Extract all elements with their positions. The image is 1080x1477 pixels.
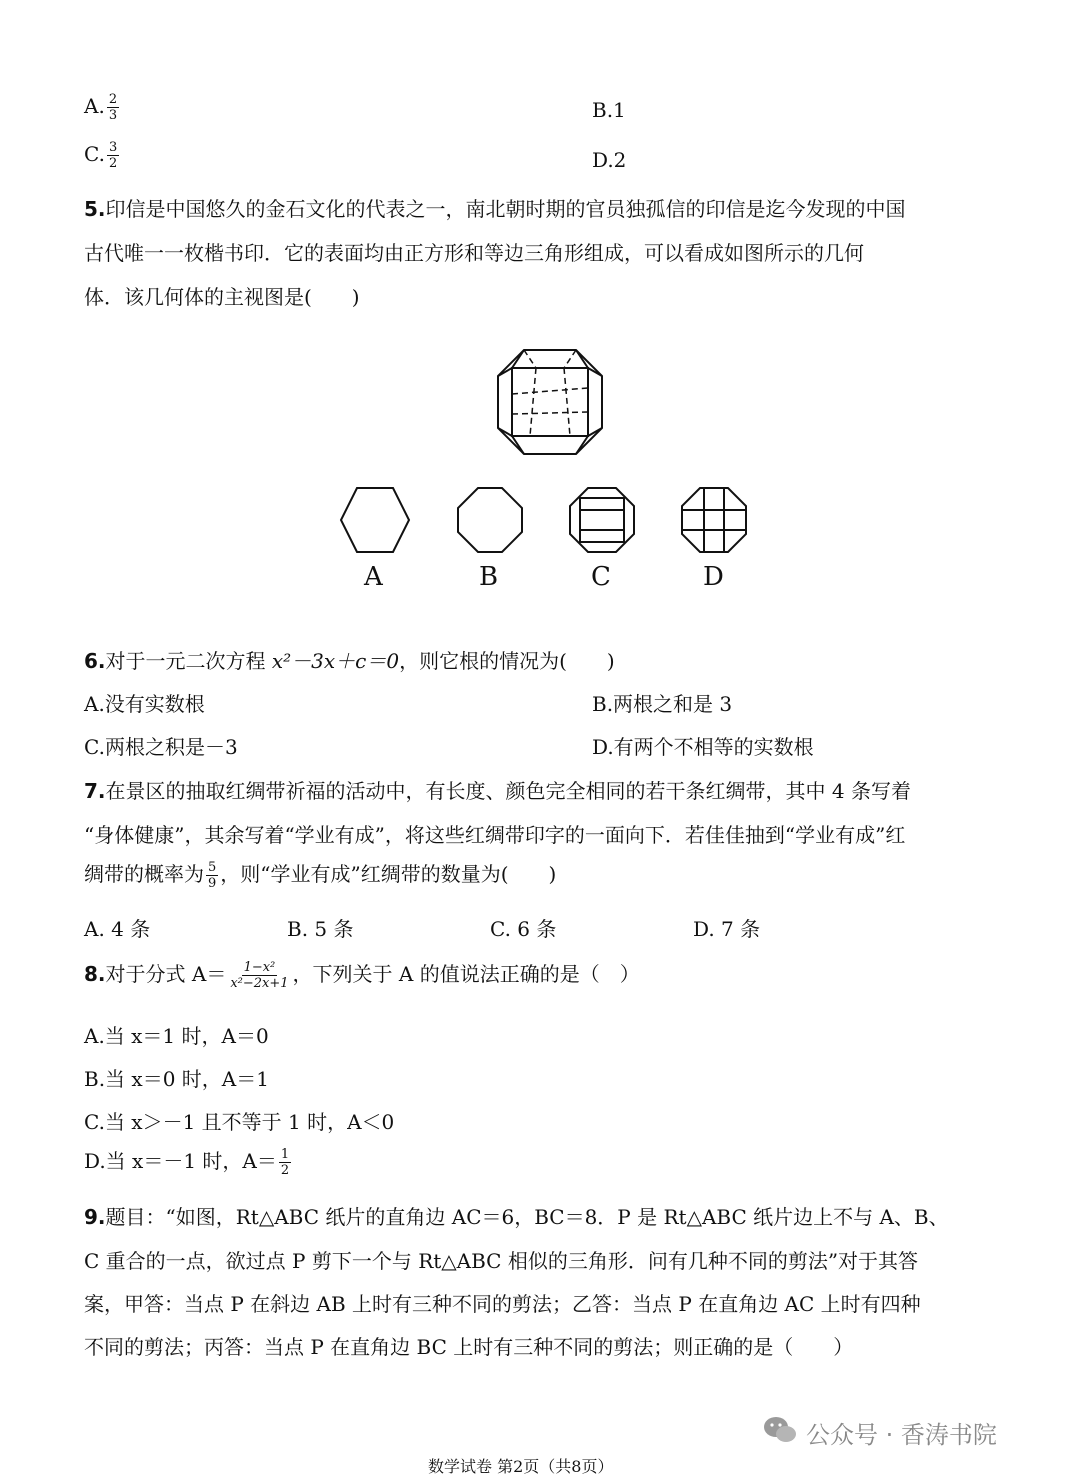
q5-solid-figure: [480, 340, 620, 465]
q8-number: 8.: [84, 962, 106, 986]
q5-choice-a-hexagon: [335, 480, 415, 560]
q8-option-d-fraction: $\frac{1}{2}$: [280, 1147, 290, 1178]
q5-choice-d-octagon-grid: [674, 480, 754, 560]
q5-number: 5.: [84, 197, 106, 221]
q6-option-a: A.没有实数根: [84, 692, 205, 716]
q5-choice-b-label: B: [479, 562, 499, 592]
q6-option-d: D.有两个不相等的实数根: [592, 735, 814, 759]
q9-line1: 9.题目：“如图，Rt△ABC 纸片的直角边 AC＝6，BC＝8．P 是 Rt△ABC 纸片边上不与 A、B、: [84, 1205, 949, 1229]
q8-option-a: A.当 x＝1 时，A＝0: [84, 1024, 269, 1048]
q7-option-d: D. 7 条: [693, 917, 761, 941]
q8-option-c: C.当 x＞－1 且不等于 1 时，A＜0: [84, 1110, 395, 1134]
wechat-icon: [762, 1414, 798, 1446]
q4-option-b: B.1: [592, 98, 626, 122]
q4-option-a-label: A.: [84, 94, 105, 118]
q8-option-d: D.当 x＝－1 时，A＝ $\frac{1}{2}$: [84, 1147, 290, 1178]
q5-line2: 古代唯一一枚楷书印．它的表面均由正方形和等边三角形组成，可以看成如图所示的几何: [84, 241, 864, 265]
q7-option-b: B. 5 条: [287, 917, 354, 941]
q5-choice-b-octagon: [450, 480, 530, 560]
q9-number: 9.: [84, 1205, 106, 1229]
q5-choice-c-label: C: [591, 562, 611, 592]
q5-choice-a-label: A: [364, 562, 383, 592]
q9-line2: C 重合的一点，欲过点 P 剪下一个与 Rt△ABC 相似的三角形．问有几种不同的剪法”对于其答: [84, 1249, 919, 1273]
q9-line3: 案，甲答：当点 P 在斜边 AB 上时有三种不同的剪法；乙答：当点 P 在直角边 AC 上时有四种: [84, 1292, 921, 1316]
q7-probability-fraction: $\frac{5}{9}$: [208, 860, 217, 891]
q8-fraction: $\frac{\text{1−x²}}{\text{x²−2x+1}}$: [230, 960, 289, 991]
q7-line2: “身体健康”，其余写着“学业有成”，将这些红绸带印字的一面向下．若佳佳抽到“学业有成”红: [84, 823, 906, 847]
q7-option-a: A. 4 条: [84, 917, 151, 941]
q6-option-b: B.两根之和是 3: [592, 692, 733, 716]
q7-option-c: C. 6 条: [490, 917, 557, 941]
q6-equation: x²－3x＋c＝0: [271, 649, 400, 673]
q5-line3: 体．该几何体的主视图是( ): [84, 285, 360, 309]
q6-option-c: C.两根之积是－3: [84, 735, 238, 759]
q6-stem: 6.对于一元二次方程 x²－3x＋c＝0，则它根的情况为( ): [84, 649, 615, 673]
q4-option-c-fraction: $\frac{3}{2}$: [108, 140, 118, 171]
q6-number: 6.: [84, 649, 106, 673]
q8-stem: 8.对于分式 A＝ $\frac{\text{1−x²}}{\text{x²−2x+1}}$ ，下列关于 A 的值说法正确的是（ ）: [84, 960, 640, 991]
q4-option-a: [84, 92, 121, 123]
q7-number: 7.: [84, 779, 106, 803]
q5-choice-c-octagon-square: [562, 480, 642, 560]
q5-line1: 5.印信是中国悠久的金石文化的代表之一，南北朝时期的官员独孤信的印信是迄今发现的中国: [84, 197, 906, 221]
watermark-text: 公众号 · 香涛书院: [806, 1421, 997, 1449]
q4-option-c: [84, 140, 121, 171]
q9-line4: 不同的剪法；丙答：当点 P 在直角边 BC 上时有三种不同的剪法；则正确的是（ ）: [84, 1335, 854, 1359]
page-footer: 数学试卷 第2页（共8页）: [428, 1457, 614, 1476]
q5-choice-d-label: D: [703, 562, 724, 592]
q4-option-c-label: C.: [84, 142, 105, 166]
q4-option-a-fraction: $\frac{2}{3}$: [108, 92, 118, 123]
q4-option-d: D.2: [592, 148, 627, 172]
q8-option-b: B.当 x＝0 时，A＝1: [84, 1067, 269, 1091]
q7-line1: 7.在景区的抽取红绸带祈福的活动中，有长度、颜色完全相同的若干条红绸带，其中 4 条写着: [84, 779, 911, 803]
q7-line3: 绸带的概率为 $\frac{5}{9}$ ，则“学业有成”红绸带的数量为( ): [84, 860, 557, 891]
